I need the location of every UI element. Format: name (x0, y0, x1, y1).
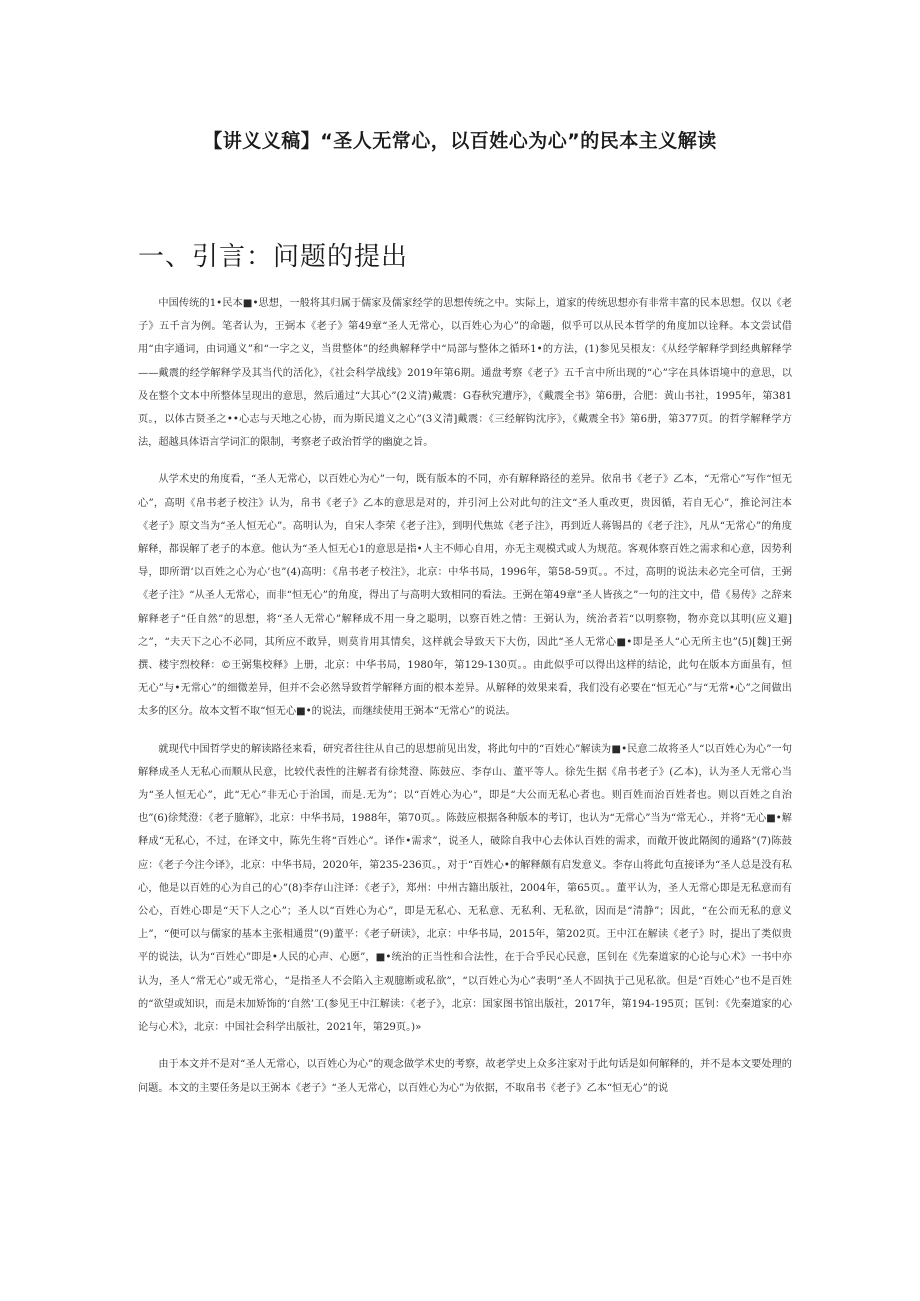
document-body (138, 292, 792, 1114)
section-heading: 一、引言：问题的提出 (138, 242, 409, 272)
paragraph-scope: 由于本文并不是对“圣人无常心，以百姓心为心”的观念做学术史的考察，故老学史上众多注家对于此句话是如何解释的，并不是本文要处理的问题。本文的主要任务是以王弼本《老子》“圣人无常心，以百姓心为心”为依据，不取帛书《老子》乙本“恒无心”的说 (138, 1059, 792, 1094)
paragraph-academic-history: 从学术史的角度看，“圣人无常心，以百姓心为心”一句，既有版本的不同，亦有解释路径的差异。依帛书《老子》乙本，“无常心”写作“恒无心”，高明《帛书老子校注》认为，帛书《老子》乙本的意思是对的，并引河上公对此句的注文“圣人重改更，贵因循，若自无心”，推论河注本《老子》原文当为“圣人恒无心”。高明认为，自宋人李荣《老子注》，到明代焦竑《老子注》，再到近人蒋锡昌的《老子注》，凡从“无常心”的角度解释，都误解了老子的本意。他认为“圣人恒无心1的意思是指•人主不师心自用，亦无主观模式或人为规范。客观体察百姓之需求和心意，因势利导，即所谓‘以百姓之心为心’也”(4)高明：《帛书老子校注》，北京：中华书局，1996年，第58-59页。。不过，高明的说法未必完全可信，王弼《老子注》“从圣人无常心，而非“恒无心”的角度，得出了与高明大致相同的看法。王弼在第49章“圣人皆孩之”一句的注文中，借《易传》之辞来解释老子“任自然”的思想，将“圣人无常心”解释成不用一身之聪明，以察百姓之情：王弼认为，统治者若“以明察物，物亦竞以其明(应义避]之”，“夫天下之心不必同，其所应不敢异，则莫肯用其情矣，这样就会导致天下大伤，因此“圣人无常心■•即是圣人“心无所主也”(5)[魏]王弼撰、楼宇烈校释：©王弼集校释》上册，北京：中华书局，1980年，第129-130页。。由此似乎可以得出这样的结论，此句在版本方面虽有，恒无心”与•无常心”的细微差异，但并不会必然导致哲学解释方面的根本差异。从解释的效果来看，我们没有必要在“恒无心”与“无常•心”之间做出太多的区分。故本文暂不取“恒无心■•的说法，而继续使用王弼本“无常心”的说法。 (138, 474, 792, 718)
document-title: 【讲义义稿】“圣人无常心，以百姓心为心”的民本主义解读 (203, 130, 717, 152)
paragraph-intro: 中国传统的1•民本■•思想，一般将其归属于儒家及儒家经学的思想传统之中。实际上，道家的传统思想亦有非常丰富的民本思想。仅以《老子》五千言为例。笔者认为，王弼本《老子》第49章“圣人无常心，以百姓心为心”的命题，似乎可以从民本哲学的角度加以诠释。本文尝试借用“由字通词，由词通义”和“一字之义，当贯整体”的经典解释学中“局部与整体之循环1•的方法，(1)参见吴根友：《从经学解释学到经典解释学——戴震的经学解释学及其当代的活化》，《社会科学战线》2019年第6期。通盘考察《老子》五千言中所出现的“心”字在具体语境中的意思，以及在整个文本中所整体呈现出的意思，然后通过“大其心”(2义清)戴震：G春秋究遭序》，《戴震全书》第6册，合肥：黄山书社，1995年，第381页。，以体古贤圣之••心志与天地之心协，而为斯民道义之心”(3义清]戴震：《三经解钩沈序》，《戴震全书》第6册，第377页。的哲学解释学方法，超越具体语言学词汇的限制，考察老子政治哲学的幽旋之旨。 (138, 298, 792, 449)
paragraph-modern-interpretation: 就现代中国哲学史的解读路径来看，研究者往往从自己的思想前见出发，将此句中的“百姓心”解读为■•民意二故将圣人“以百姓心为心”一句解释成圣人无私心而顺从民意，比较代表性的注解者有徐梵澄、陈鼓应、李存山、董平等人。徐先生据《帛书老子》(乙本)，认为圣人无常心当为“圣人恒无心”，此“无心”非无心于治国，而是.无为”；以“百姓心为心”，即是“大公而无私心者也。则百姓而治百姓者也。则以百姓之自治也”(6)徐梵澄：《老子臆解》，北京：中华书局，1988年，第70页。。陈鼓应根据各种版本的考订，也认为“无常心”当为“常无心.，并将“无心■•解释成“无私心，不过，在译文中，陈先生将“百姓心”。译作•需求”，说圣人，破除自我中心去体认百姓的需求，而敞开彼此隔阂的通路”(7)陈鼓应：《老子今注今译》，北京：中华书局，2020年，第235-236页。，对于“百姓心•的解释颇有启发意义。李存山将此句直接译为“圣人总是没有私心，他是以百姓的心为自己的心”(8)李存山注译：《老子》，郑州：中州古籍出版社，2004年，第65页。。董平认为，圣人无常心即是无私意而有公心，百姓心即是“天下人之心”；圣人以“百姓心为心”，即是无私心、无私意、无私利、无私欲，因而是“清静”；因此，“在公而无私的意义上”，“便可以与儒家的基本主张相通贯”(9)董平：《老子研读》，北京：中华书局，2015年，第202页。王中江在解读《老子》时，提出了类似贵平的说法，认为“百姓心”即是•人民的心声、心愿”，■•统治的正当性和合法性，在于合乎民心民意，匡钊在《先秦道家的心论与心术》一书中亦认为，圣人“常无心”或无常心，“是指圣人不会陷入主观臆断或私欲”，“以百姓心为心”表明“圣人不固执于己见私欲。但是“百姓心”也不是百姓的“欲望或知识，而是未加矫饰的‘自然’工(参见王中江解读：《老子》，北京：国家图书馆出版社，2017年，第194-195页；匡钊：《先秦道家的心论与心术》，北京：中国社会科学出版社，2021年，第29页。)» (138, 743, 792, 1034)
